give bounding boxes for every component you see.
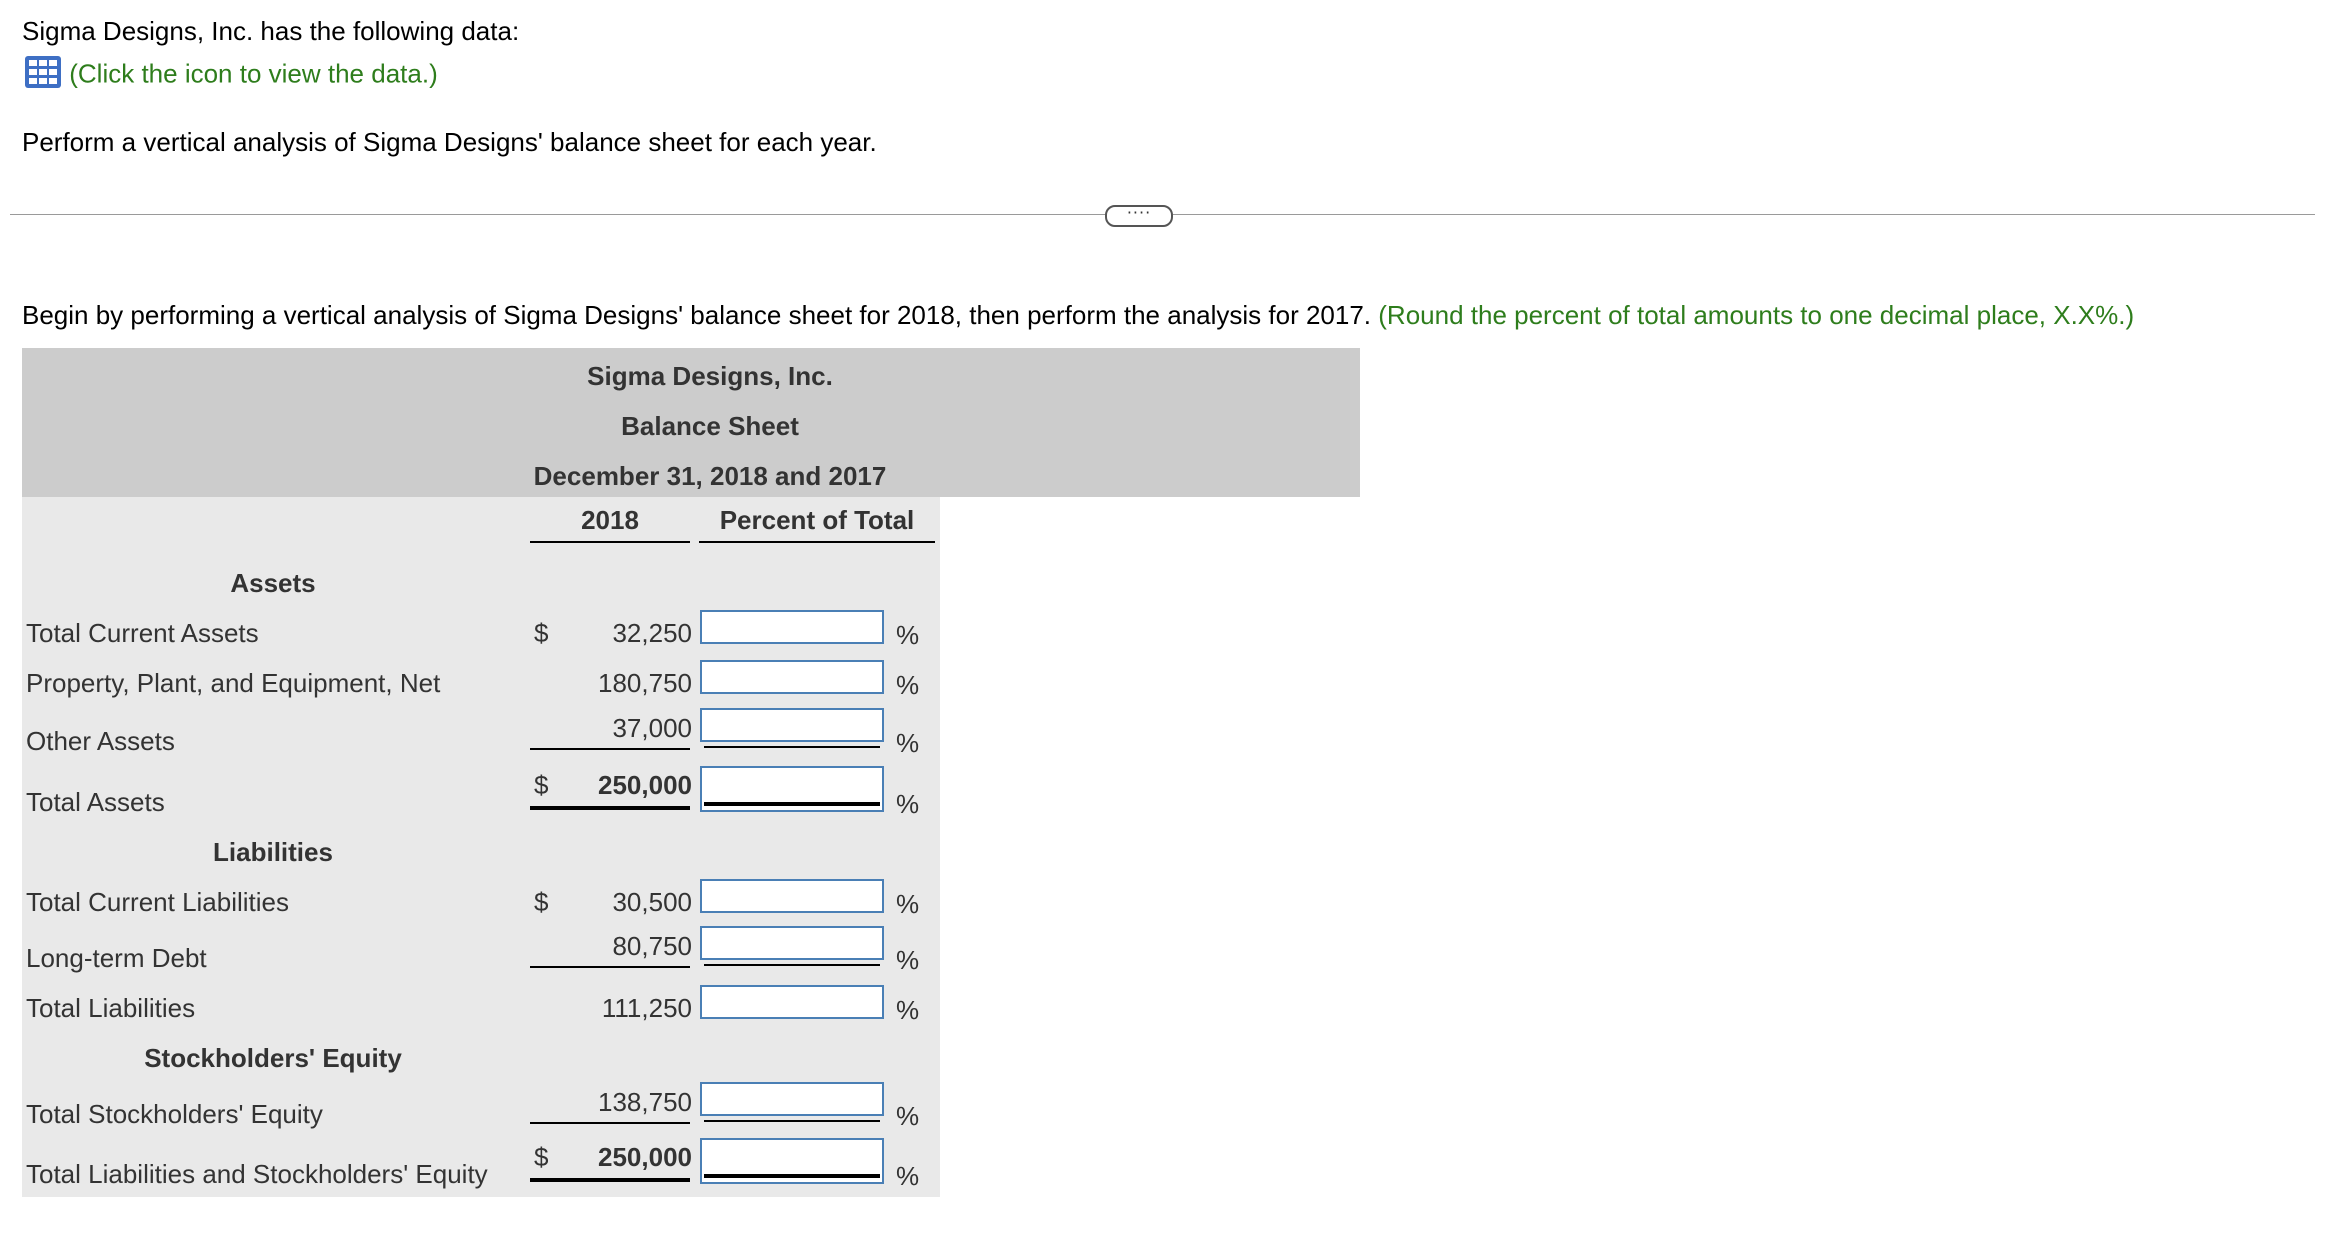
row-label-other-assets: Other Assets (26, 726, 175, 756)
instruction-text: Perform a vertical analysis of Sigma Designs' balance sheet for each year. (22, 127, 877, 157)
underline-other-assets (530, 748, 690, 750)
double-underline-total-liabilities-and-equity-percent (704, 1174, 880, 1178)
percent-input-total-liabilities[interactable] (700, 985, 884, 1019)
amount-total-current-liabilities: 30,500 (612, 887, 692, 917)
underline-total-equity-percent (704, 1120, 880, 1122)
percent-input-total-current-liabilities[interactable] (700, 879, 884, 913)
percent-sign: % (896, 889, 920, 919)
dollar-sign: $ (534, 1142, 549, 1172)
percent-sign: % (896, 620, 920, 650)
row-label-total-current-assets: Total Current Assets (26, 618, 259, 648)
amount-total-equity: 138,750 (598, 1087, 692, 1117)
dollar-sign: $ (534, 887, 549, 917)
underline-long-term-debt (530, 966, 690, 968)
percent-sign: % (896, 995, 920, 1025)
question-instruction: Begin by performing a vertical analysis of Sigma Designs' balance sheet for 2018, then perform the analysis for 2017. (22, 300, 1379, 330)
row-label-total-liabilities-and-equity: Total Liabilities and Stockholders' Equity (26, 1159, 488, 1189)
amount-total-liabilities-and-equity: 250,000 (598, 1142, 692, 1172)
percent-input-ppe[interactable] (700, 660, 884, 694)
double-underline-total-liabilities-and-equity (530, 1178, 690, 1182)
percent-sign: % (896, 1161, 920, 1191)
header-underline-2018 (530, 541, 690, 543)
section-stockholders-equity: Stockholders' Equity (144, 1043, 402, 1073)
section-assets: Assets (230, 568, 316, 598)
row-label-ppe: Property, Plant, and Equipment, Net (26, 668, 441, 698)
amount-total-liabilities: 111,250 (601, 993, 692, 1023)
row-label-total-current-liabilities: Total Current Liabilities (26, 887, 290, 917)
percent-input-other-assets[interactable] (700, 708, 884, 742)
question-text (22, 300, 2134, 331)
double-underline-total-assets-percent (704, 802, 880, 806)
table-grid-icon[interactable] (24, 55, 62, 96)
row-label-total-liabilities: Total Liabilities (26, 993, 196, 1023)
percent-input-long-term-debt[interactable] (700, 926, 884, 960)
header-underline-percent (699, 541, 935, 543)
column-header-2018: 2018 (581, 505, 639, 535)
statement-period: December 31, 2018 and 2017 (533, 461, 887, 491)
percent-sign: % (896, 728, 920, 758)
view-data-text[interactable]: (Click the icon to view the data.) (69, 58, 438, 89)
amount-other-assets: 37,000 (612, 713, 692, 743)
column-header-percent: Percent of Total (719, 505, 915, 535)
row-label-total-assets: Total Assets (26, 787, 165, 817)
underline-other-assets-percent (704, 746, 880, 748)
percent-input-total-equity[interactable] (700, 1082, 884, 1116)
percent-sign: % (896, 945, 920, 975)
rounding-hint: (Round the percent of total amounts to one decimal place, X.X%.) (1378, 300, 2135, 330)
statement-title: Balance Sheet (621, 411, 799, 441)
amount-ppe: 180,750 (598, 668, 692, 698)
underline-long-term-debt-percent (704, 964, 880, 966)
amount-total-assets: 250,000 (598, 770, 692, 800)
percent-sign: % (896, 789, 920, 819)
double-underline-total-assets (530, 806, 690, 810)
more-options-button[interactable]: ···· (1105, 205, 1173, 227)
percent-input-total-current-assets[interactable] (700, 610, 884, 644)
company-name: Sigma Designs, Inc. (587, 361, 833, 391)
dollar-sign: $ (534, 618, 549, 648)
dollar-sign: $ (534, 770, 549, 800)
view-data-link[interactable] (24, 55, 438, 96)
intro-line: Sigma Designs, Inc. has the following data: (22, 16, 520, 46)
percent-sign: % (896, 1101, 920, 1131)
underline-total-equity (530, 1122, 690, 1124)
amount-total-current-assets: 32,250 (612, 618, 692, 648)
percent-sign: % (896, 670, 920, 700)
row-label-total-equity: Total Stockholders' Equity (26, 1099, 323, 1129)
section-liabilities: Liabilities (213, 837, 333, 867)
amount-long-term-debt: 80,750 (612, 931, 692, 961)
row-label-long-term-debt: Long-term Debt (26, 943, 207, 973)
